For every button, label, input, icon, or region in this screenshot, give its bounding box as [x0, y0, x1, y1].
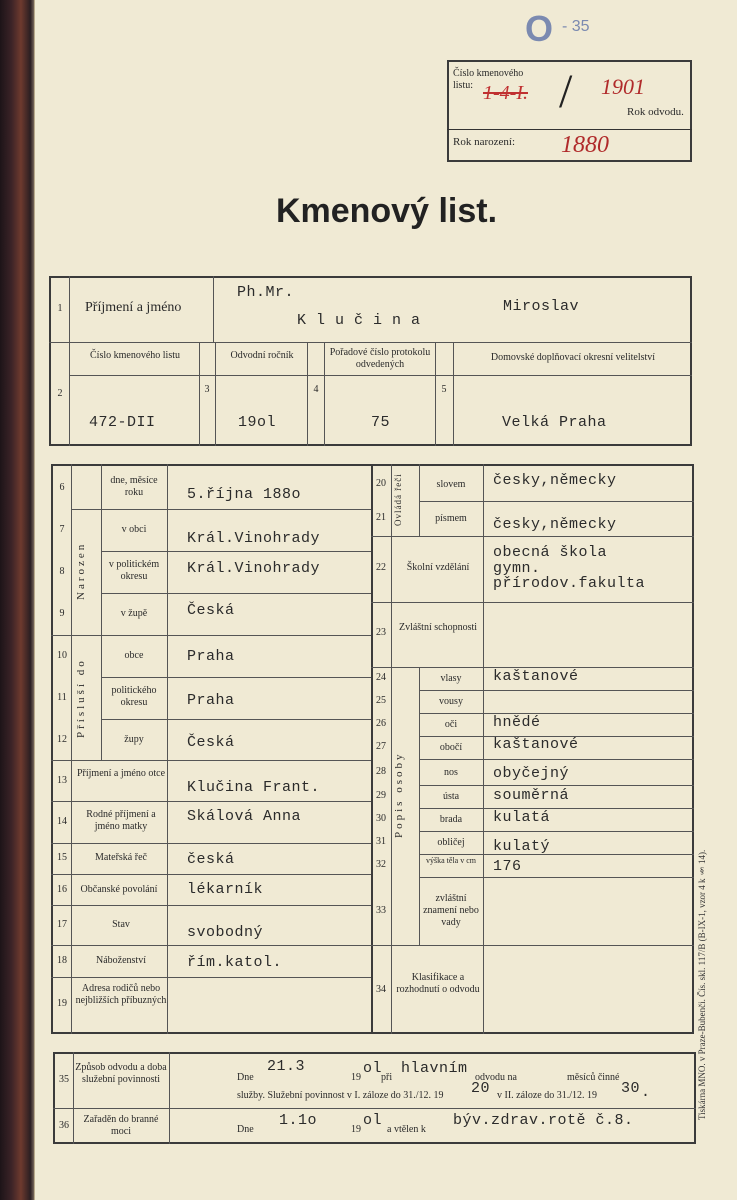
- row-num-16: 16: [57, 884, 67, 895]
- value-zaloha-dot: .: [641, 1084, 651, 1101]
- row-num-25: 25: [376, 695, 386, 706]
- value-nabozenstvi: řím.katol.: [187, 954, 283, 971]
- row-num-9: 9: [59, 608, 65, 619]
- value-skola-1: obecná škola: [493, 544, 608, 561]
- value-oci: hnědé: [493, 714, 541, 731]
- value-matka: Skálová Anna: [187, 808, 302, 825]
- row-num-8: 8: [59, 566, 65, 577]
- handwritten-birth-year: 1880: [561, 132, 609, 158]
- row-num-6: 6: [59, 482, 65, 493]
- label-cislo-kmen-listu: Číslo kmenového listu: [90, 350, 180, 361]
- row-num-26: 26: [376, 718, 386, 729]
- label-prijmeni-jmeno: Příjmení a jméno: [85, 300, 182, 315]
- label-zaloha-2: v II. záloze do 31./12. 19: [497, 1090, 597, 1101]
- value-datum-narozeni: 5.října 188o: [187, 486, 302, 503]
- value-otec: Klučina Frant.: [187, 779, 321, 796]
- label-stav: Stav: [112, 919, 130, 930]
- row-num-11: 11: [57, 692, 67, 703]
- title-prefix: Ph.Mr.: [237, 284, 295, 301]
- col-num-4: 4: [313, 384, 319, 395]
- label-skolni-vzdelani: Školní vzdělání: [406, 562, 470, 573]
- value-vlasy: kaštanové: [493, 668, 579, 685]
- row-num-15: 15: [57, 852, 67, 863]
- label-mesicu: měsíců činné: [567, 1072, 620, 1083]
- value-zpusob: hlavním: [401, 1060, 468, 1077]
- row-num-19: 19: [57, 998, 67, 1009]
- label-v-zupe: v župě: [120, 608, 148, 619]
- value-prislusi-zupa: Česká: [187, 734, 235, 751]
- label-dne-35: Dne: [237, 1072, 254, 1083]
- document-page: [34, 0, 737, 1200]
- row-num-10: 10: [57, 650, 67, 661]
- label-pri: při: [381, 1072, 393, 1083]
- row-num-30: 30: [376, 813, 386, 824]
- value-skola-3: přírodov.fakulta: [493, 575, 646, 592]
- label-odvodu-na: odvodu na: [475, 1072, 517, 1083]
- row-num-21: 21: [376, 512, 386, 523]
- row-num-27: 27: [376, 741, 386, 752]
- value-vyska: 176: [493, 858, 522, 875]
- label-19-35: 19: [351, 1072, 361, 1083]
- page-title: Kmenový list.: [275, 192, 498, 230]
- label-slovem: slovem: [436, 479, 466, 490]
- value-zaloha-1: 20: [471, 1080, 491, 1097]
- row-num-29: 29: [376, 790, 386, 801]
- row-num-1: 1: [57, 303, 63, 314]
- label-nabozenstvi: Náboženství: [96, 955, 146, 966]
- row-num-7: 7: [59, 524, 65, 535]
- value-poradove-cislo: 75: [371, 414, 391, 431]
- row-num-14: 14: [57, 816, 67, 827]
- value-datum-odvodu: 21.3: [267, 1058, 306, 1075]
- label-nos: nos: [444, 767, 458, 778]
- value-domovske-velitelstvi: Velká Praha: [502, 414, 607, 431]
- value-rok-zarazeni: ol: [363, 1112, 383, 1129]
- label-dne-36: Dne: [237, 1124, 254, 1135]
- value-zaloha-2: 30: [621, 1080, 641, 1097]
- value-skola-2: gymn.: [493, 560, 541, 577]
- label-oblicej: obličej: [437, 837, 465, 848]
- row-num-2: 2: [57, 388, 63, 399]
- row-num-33: 33: [376, 905, 386, 916]
- row-num-23: 23: [376, 627, 386, 638]
- label-rok-narozeni: Rok narození:: [453, 136, 516, 148]
- value-cislo-kmen-listu: 472-DII: [89, 414, 156, 431]
- group-popis-osoby: Popis osoby: [393, 751, 405, 839]
- row-num-24: 24: [376, 672, 386, 683]
- label-rok-odvodu: Rok odvodu.: [627, 106, 684, 118]
- label-odvodni-rocnik: Odvodní ročník: [230, 350, 294, 361]
- label-cislo-kmen: Číslo kmenového listu:: [453, 68, 524, 91]
- value-slovem: česky,německy: [493, 472, 617, 489]
- value-nos: obyčejný: [493, 765, 570, 782]
- value-povolani: lékarník: [187, 881, 264, 898]
- value-usta: souměrná: [493, 787, 570, 804]
- value-oboci: kaštanové: [493, 736, 579, 753]
- label-brada: brada: [439, 814, 463, 825]
- row-num-28: 28: [376, 766, 386, 777]
- label-povolani: Občanské povolání: [80, 884, 158, 895]
- row-num-13: 13: [57, 775, 67, 786]
- row-num-20: 20: [376, 478, 386, 489]
- group-narozen: Narozen: [75, 541, 87, 601]
- struck-number: 1-4-I.: [483, 82, 528, 104]
- label-obce: obce: [124, 650, 144, 661]
- label-politickeho-okresu: politického okresu: [111, 685, 157, 708]
- row-num-32: 32: [376, 859, 386, 870]
- row-num-31: 31: [376, 836, 386, 847]
- label-oci: oči: [444, 719, 458, 730]
- value-oblicej: kulatý: [493, 838, 551, 855]
- value-rok-odvodu: ol: [363, 1060, 383, 1077]
- label-otec: Příjmení a jméno otce: [76, 768, 166, 779]
- archive-number: - 35: [562, 18, 590, 35]
- row-num-22: 22: [376, 562, 386, 573]
- given-name: Miroslav: [503, 298, 580, 315]
- value-prislusi-obec: Praha: [187, 648, 235, 665]
- label-vtelen: a vtělen k: [387, 1124, 426, 1135]
- binding-spine: [0, 0, 38, 1200]
- label-adresa-rodicu: Adresa rodičů nebo nejbližších příbuzných: [75, 983, 167, 1006]
- label-dne-mesice: dne, měsíce roku: [110, 475, 158, 498]
- value-okres-narozeni: Král.Vinohrady: [187, 560, 321, 577]
- label-poradove-cislo: Pořadové číslo protokolu odvedených: [329, 347, 431, 370]
- label-vyska: výška těla v cm: [426, 856, 476, 865]
- label-sluzebni-povinnost: služby. Služební povinnost v I. záloze do 31./12. 19: [237, 1090, 444, 1101]
- value-jednotka: býv.zdrav.rotě č.8.: [453, 1112, 634, 1129]
- label-zvlastni-schopnosti: Zvláštní schopnosti: [398, 622, 478, 633]
- row-num-18: 18: [57, 955, 67, 966]
- label-usta: ústa: [442, 791, 460, 802]
- label-pismem: písmem: [435, 513, 467, 524]
- label-v-polit-okresu: v politickém okresu: [108, 559, 160, 582]
- value-datum-zarazeni: 1.1o: [279, 1112, 318, 1129]
- value-odvodni-rocnik: 19ol: [238, 414, 277, 431]
- value-obec-narozeni: Král.Vinohrady: [187, 530, 321, 547]
- row-num-12: 12: [57, 734, 67, 745]
- archive-mark: O: [525, 8, 554, 49]
- label-klasifikace: Klasifikace a rozhodnutí o odvodu: [396, 972, 480, 995]
- value-stav: svobodný: [187, 924, 264, 941]
- value-materska-rec: česká: [187, 851, 235, 868]
- handwritten-year: 1901: [601, 74, 645, 99]
- value-brada: kulatá: [493, 809, 551, 826]
- value-zupa-narozeni: Česká: [187, 602, 235, 619]
- label-domovske-velitelstvi: Domovské doplňovací okresní velitelství: [490, 352, 656, 363]
- row-num-34: 34: [376, 984, 386, 995]
- label-zupy: župy: [124, 734, 144, 745]
- value-prislusi-okres: Praha: [187, 692, 235, 709]
- row-num-35: 35: [59, 1074, 69, 1085]
- group-ovlada-reci: Ovládá řeči: [393, 473, 403, 527]
- value-pismem: česky,německy: [493, 516, 617, 533]
- label-vlasy: vlasy: [440, 673, 462, 684]
- group-prislusi: Přísluší do: [75, 658, 87, 738]
- label-zaraden: Zařaděn do branné moci: [83, 1114, 159, 1137]
- col-num-5: 5: [441, 384, 447, 395]
- label-vousy: vousy: [439, 696, 463, 707]
- label-zpusob-odvodu: Způsob odvodu a doba služební povinnosti: [75, 1062, 167, 1085]
- label-zvlastni-znameni: zvláštní znamení nebo vady: [423, 893, 479, 928]
- printer-note: Tiskárna MNO. v Praze-Bubenči. Čís. skl. 117/B (B-IX-1, vzor 4 k § 14).: [697, 849, 707, 1120]
- row-num-36: 36: [59, 1120, 69, 1131]
- slash-mark: /: [559, 65, 573, 118]
- label-19-36: 19: [351, 1124, 361, 1135]
- col-num-3: 3: [204, 384, 210, 395]
- row-num-17: 17: [57, 919, 67, 930]
- label-matka: Rodné příjmení a jméno matky: [86, 809, 156, 832]
- label-oboci: obočí: [439, 742, 463, 753]
- label-materska-rec: Mateřská řeč: [95, 852, 147, 863]
- label-v-obci: v obci: [121, 524, 147, 535]
- surname: K l u č i n a: [297, 312, 421, 329]
